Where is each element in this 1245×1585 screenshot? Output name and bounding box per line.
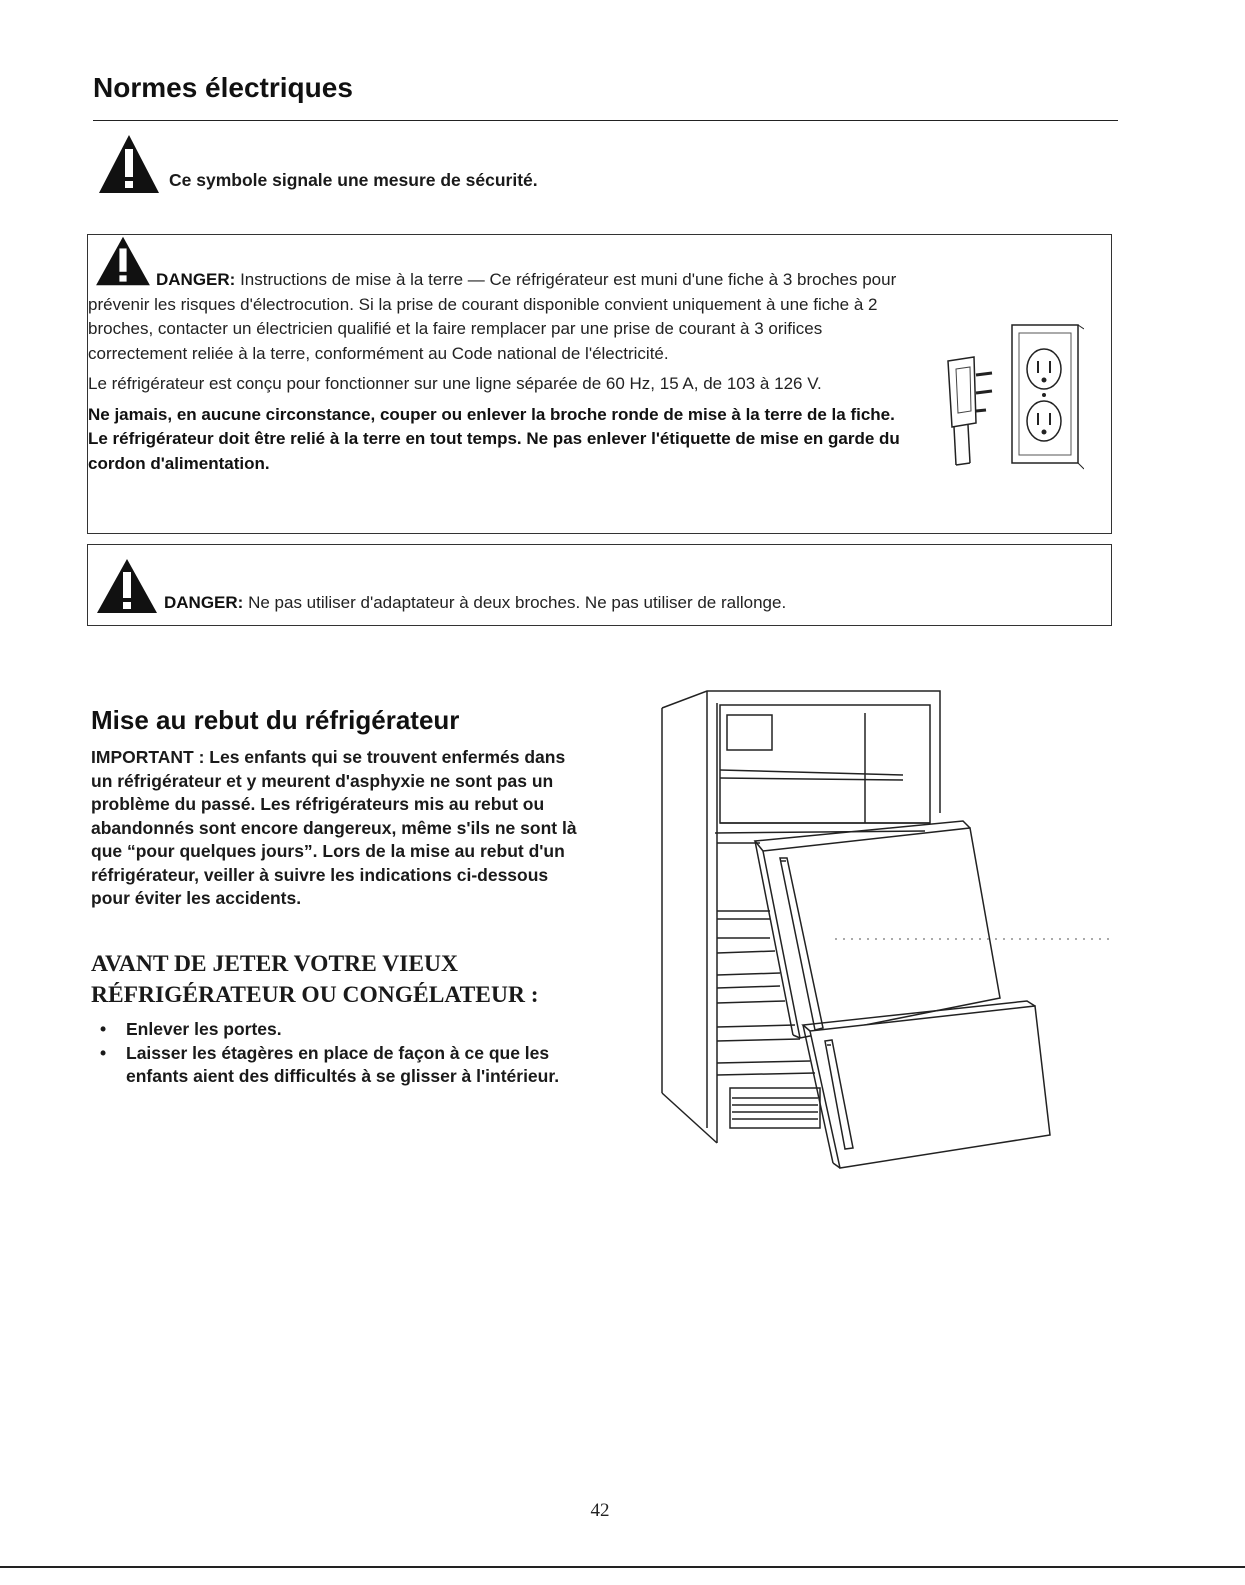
grounding-prong-warning: Ne jamais, en aucune circonstance, couper ou enlever la broche ronde de mise à la terre de la fiche. Le réfrigérateur doit être relié à la terre en tout temps. Ne pas enlever l'étiquette de mise en garde du cordon d'alimentation. — [88, 404, 900, 473]
danger-box-grounding-content — [88, 249, 918, 482]
bottom-divider — [0, 1566, 1245, 1568]
danger-box-adapter — [87, 544, 1112, 626]
warning-triangle-icon — [88, 249, 156, 289]
warning-triangle-icon — [95, 557, 159, 620]
adapter-warning — [164, 593, 786, 613]
disposal-steps-list — [100, 1018, 600, 1089]
disposal-subheading: AVANT DE JETER VOTRE VIEUX RÉFRIGÉRATEUR OU CONGÉLATEUR : — [91, 951, 539, 1008]
list-item: • Enlever les portes. — [100, 1018, 600, 1042]
voltage-requirements: Le réfrigérateur est conçu pour fonctionner sur une ligne séparée de 60 Hz, 15 A, de 103 à 126 V. — [88, 374, 822, 393]
refrigerator-doors-removed-illustration — [655, 683, 1115, 1173]
warning-triangle-icon — [97, 133, 161, 200]
danger-label: DANGER: — [164, 593, 244, 612]
safety-notice-text: Ce symbole signale une mesure de sécurité. — [169, 170, 538, 190]
plug-and-outlet-illustration — [934, 313, 1084, 471]
list-item: • Laisser les étagères en place de façon à ce que les enfants aient des difficultés à se glisser à l'intérieur. — [100, 1042, 600, 1089]
disposal-important-text: IMPORTANT : Les enfants qui se trouvent enfermés dans un réfrigérateur et y meurent d'asphyxie ne sont pas un problème du passé. Les réfrigérateurs mis au rebut ou abandonnés sont encore dangereux, même s'ils ne sont là que “pour quelques jours”. Lors de la mise au rebut d'un réfrigérateur, veiller à suivre les indications ci-dessous pour éviter les accidents. — [91, 747, 577, 908]
adapter-warning-text: Ne pas utiliser d'adaptateur à deux broches. Ne pas utiliser de rallonge. — [248, 593, 787, 612]
safety-notice — [97, 133, 997, 195]
page-title: Normes électriques — [93, 72, 353, 103]
grounding-text: Instructions de mise à la terre — Ce réfrigérateur est muni d'une fiche à 3 broches pour prévenir les risques d'électrocution. Si la prise de courant disponible convient uniquement à une fiche à 2 broches, contacter un électricien qualifié et la faire remplacer par une prise de courant à 3 orifices correctement reliée à la terre, conformément au Code national de l'électricité. — [88, 270, 897, 363]
grounding-instructions — [88, 249, 918, 366]
disposal-heading: Mise au rebut du réfrigérateur — [91, 705, 460, 735]
page-number: 42 — [590, 1500, 610, 1521]
danger-label: DANGER: — [156, 270, 236, 289]
title-divider — [93, 120, 1118, 121]
danger-box-grounding — [87, 234, 1112, 534]
